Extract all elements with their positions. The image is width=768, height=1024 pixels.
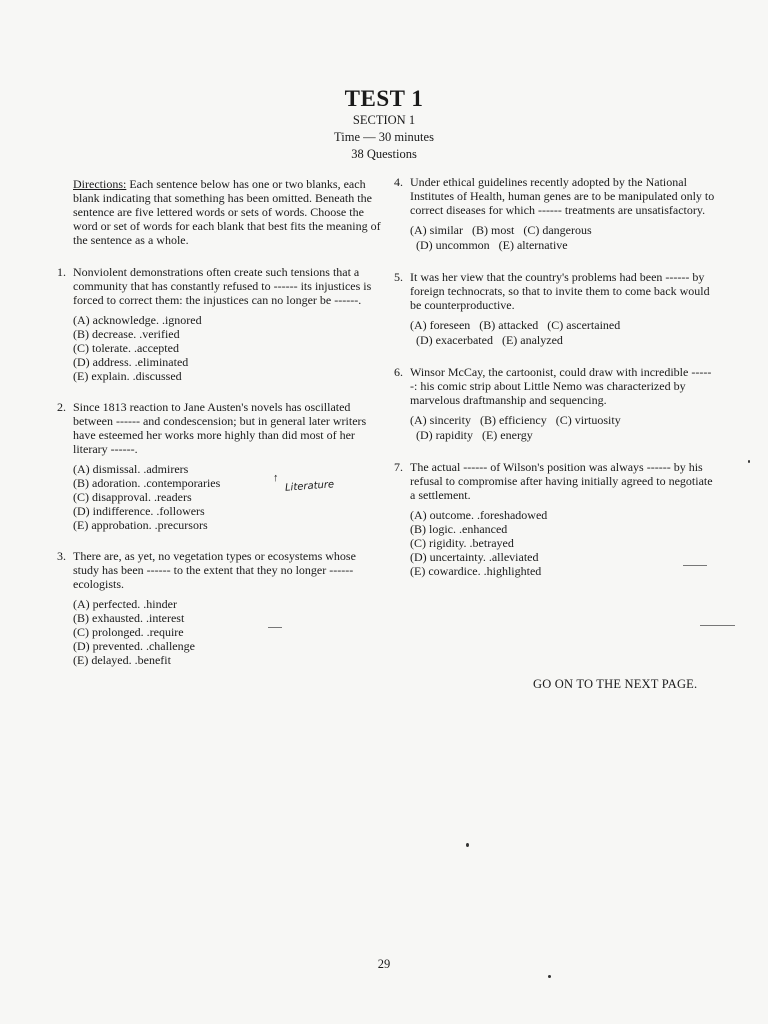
answer-choices [73,313,383,383]
question-text: Nonviolent demonstrations often create such tensions that a community that has constantly refused to ------ its injustices is forced to correct them: the injustices can no longer be ------. [73,265,372,307]
question-number: 7. [394,460,403,474]
choice-d[interactable]: (D) uncertainty. .alleviated [410,550,539,564]
choice-b[interactable]: (B) logic. .enhanced [410,522,508,536]
scan-speck [466,843,469,847]
scan-mark [700,625,735,626]
choice-a[interactable]: (A) acknowledge. .ignored [73,313,202,327]
test-header [0,86,768,163]
choice-e[interactable]: (E) delayed. .benefit [73,653,171,667]
choice-line-2[interactable]: (D) exacerbated (E) analyzed [416,333,563,347]
choice-d[interactable]: (D) address. .eliminated [73,355,189,369]
question-4 [394,175,715,253]
choice-e[interactable]: (E) approbation. .precursors [73,518,208,532]
question-text: There are, as yet, no vegetation types or ecosystems whose study has been ------ to the extent that they no longer ------ ecologists. [73,549,356,591]
scan-speck [748,460,750,463]
answer-choices [410,223,715,253]
right-column [394,175,715,595]
question-number: 5. [394,270,403,284]
scan-speck [548,975,551,978]
page-number: 29 [377,957,391,971]
directions-label: Directions: [73,177,127,191]
answer-choices [73,462,383,532]
choice-c[interactable]: (C) disapproval. .readers [73,490,192,504]
question-6 [394,365,715,443]
question-number: 4. [394,175,403,189]
question-2 [57,400,383,532]
directions-text: Each sentence below has one or two blanks, each blank indicating that something has been omitted. Beneath the sentence are five lettered words or sets of words. Choose the word or set of words for each blank that best fits the meaning of the sentence as a whole. [73,177,381,247]
choice-line-1[interactable]: (A) similar (B) most (C) dangerous [410,223,592,237]
question-1 [57,265,383,383]
section-label: SECTION 1 [352,113,416,127]
choice-b[interactable]: (B) exhausted. .interest [73,611,185,625]
choice-b[interactable]: (B) adoration. .contemporaries [73,476,221,490]
left-column [57,177,383,684]
question-7 [394,460,715,578]
go-on-instruction: GO ON TO THE NEXT PAGE. [533,677,698,691]
question-text: Under ethical guidelines recently adopted by the National Institutes of Health, human genes are to be manipulated only to correct diseases for which ------ treatments are unsatisfactory. [410,175,715,217]
question-number: 1. [57,265,66,279]
test-title: TEST 1 [344,86,424,111]
question-number: 2. [57,400,66,414]
choice-c[interactable]: (C) rigidity. .betrayed [410,536,514,550]
question-3 [57,549,383,667]
time-limit: Time — 30 minutes [334,130,434,144]
question-text: Since 1813 reaction to Jane Austen's novels has oscillated between ------ and condescension; but in general later writers have esteemed her works more highly than did most of her literary ------. [73,400,367,456]
answer-choices [410,318,715,348]
answer-choices [410,413,715,443]
handwritten-caret-icon: ↑ [273,472,279,484]
directions [73,177,383,247]
question-5 [394,270,715,348]
question-text: It was her view that the country's problems had been ------ by foreign technocrats, so that to invite them to come back would be counterproductive. [410,270,710,312]
choice-a[interactable]: (A) dismissal. .admirers [73,462,189,476]
question-count: 38 Questions [351,147,417,161]
question-text: Winsor McCay, the cartoonist, could draw with incredible ------: his comic strip about Little Nemo was characterized by marvelous draftmanship and sequencing. [410,365,712,407]
choice-c[interactable]: (C) tolerate. .accepted [73,341,179,355]
choice-d[interactable]: (D) prevented. .challenge [73,639,195,653]
answer-choices [73,597,383,667]
scan-mark [683,565,707,566]
answer-choices [410,508,715,578]
choice-line-2[interactable]: (D) uncommon (E) alternative [416,238,568,252]
question-number: 6. [394,365,403,379]
question-number: 3. [57,549,66,563]
choice-a[interactable]: (A) perfected. .hinder [73,597,177,611]
choice-line-1[interactable]: (A) foreseen (B) attacked (C) ascertained [410,318,621,332]
choice-line-2[interactable]: (D) rapidity (E) energy [416,428,533,442]
choice-d[interactable]: (D) indifference. .followers [73,504,205,518]
choice-e[interactable]: (E) cowardice. .highlighted [410,564,542,578]
question-text: The actual ------ of Wilson's position was always ------ by his refusal to compromise after having initially agreed to negotiate a settlement. [410,460,713,502]
choice-line-1[interactable]: (A) sincerity (B) efficiency (C) virtuosity [410,413,621,427]
choice-c[interactable]: (C) prolonged. .require [73,625,184,639]
choice-a[interactable]: (A) outcome. .foreshadowed [410,508,548,522]
handwritten-note: Literature [284,479,335,494]
choice-b[interactable]: (B) decrease. .verified [73,327,180,341]
choice-e[interactable]: (E) explain. .discussed [73,369,182,383]
scan-mark [268,627,282,628]
